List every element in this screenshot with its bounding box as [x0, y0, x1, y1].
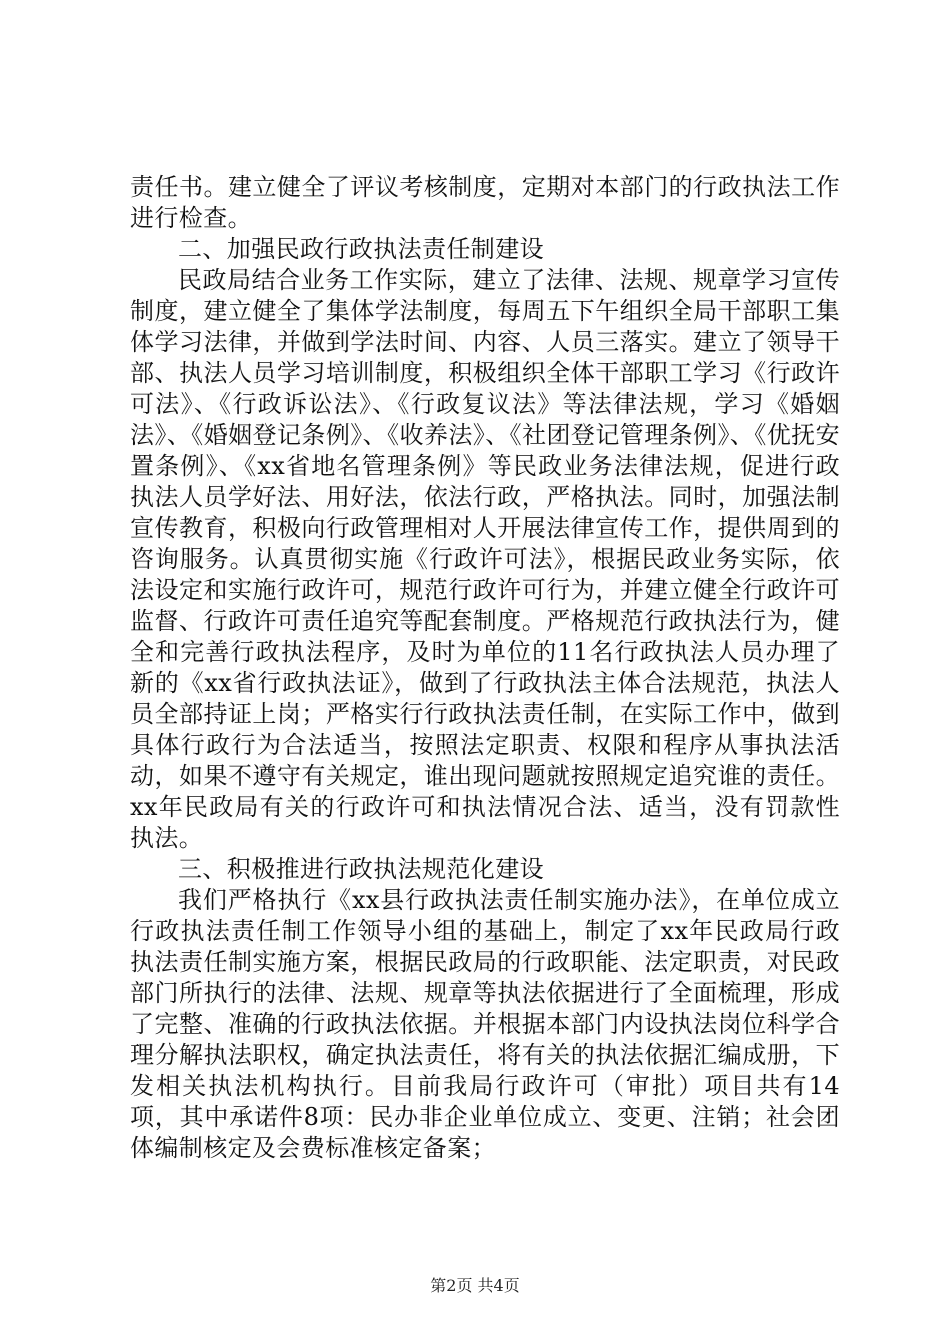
paragraph-continuation: 责任书。建立健全了评议考核制度，定期对本部门的行政执法工作进行检查。 — [130, 173, 840, 232]
section-heading-2: 二、加强民政行政执法责任制建设 — [178, 235, 544, 263]
page-footer: 第2页 共4页 — [430, 1276, 520, 1295]
paragraph-section-2: 民政局结合业务工作实际，建立了法律、法规、规章学习宣传制度，建立健全了集体学法制度，每周五下午组织全局干部职工集体学习法律，并做到学法时间、内容、人员三落实。建立了领导干部、执法人员学习培训制度，积极组织全体干部职工学习《行政许可法》、《行政诉讼法》、《行政复议法》等法律法规，学习《婚姻法》、《婚姻登记条例》、《收养法》、《社团登记管理条例》、《优抚安置条例》、《xx省地名管理条例》等民政业务法律法规，促进行政执法人员学好法、用好法，依法行政，严格执法。同时，加强法制宣传教育，积极向行政管理相对人开展法律宣传工作，提供周到的咨询服务。认真贯彻实施《行政许可法》，根据民政业务实际，依法设定和实施行政许可，规范行政许可行为，并建立健全行政许可监督、行政许可责任追究等配套制度。严格规范行政执法行为，健全和完善行政执法程序，及时为单位的11名行政执法人员办理了新的《xx省行政执法证》，做到了行政执法主体合法规范，执法人员全部持证上岗；严格实行行政执法责任制，在实际工作中，做到具体行政行为合法适当，按照法定职责、权限和程序从事执法活动，如果不遵守有关规定，谁出现问题就按照规定追究谁的责任。xx年民政局有关的行政许可和执法情况合法、适当，没有罚款性执法。 — [130, 266, 840, 852]
paragraph-section-3: 我们严格执行《xx县行政执法责任制实施办法》，在单位成立行政执法责任制工作领导小组的基础上，制定了xx年民政局行政执法责任制实施方案，根据民政局的行政职能、法定职责，对民政部门所执行的法律、法规、规章等执法依据进行了全面梳理，形成了完整、准确的行政执法依据。并根据本部门内设执法岗位科学合理分解执法职权，确定执法责任，将有关的执法依据汇编成册，下发相关执法机构执行。目前我局行政许可（审批）项目共有14项，其中承诺件8项：民办非企业单位成立、变更、注销；社会团体编制核定及会费标准核定备案； — [130, 886, 840, 1162]
section-heading-3: 三、积极推进行政执法规范化建设 — [178, 855, 544, 883]
document-body — [130, 172, 840, 1164]
